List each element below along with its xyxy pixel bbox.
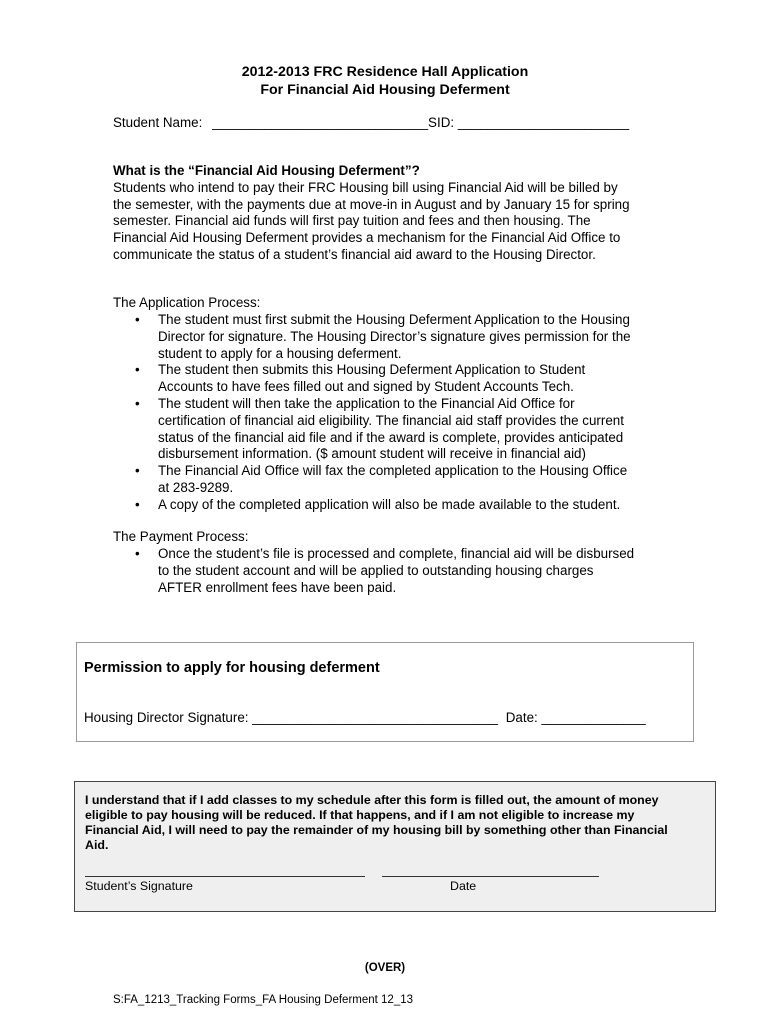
title-line-1: 2012-2013 FRC Residence Hall Application (241, 64, 529, 80)
bullet-icon: • (135, 362, 140, 378)
agreement-statement: I understand that if I add classes to my schedule after this form is filled out, the amount of money eligible to pay housing will be reduced. If that happens, and if I am not eligible to increase my Financial Aid, I will need to pay the remainder of my housing bill by something other than Financial Aid. (85, 793, 668, 852)
definition-line: communicate the status of a student’s financial aid award to the Housing Director. (113, 246, 596, 262)
student-date-label: Date (450, 879, 477, 893)
definition-line: the semester, with the payments due at move-in in August and by January 15 for spring (113, 196, 630, 212)
sid-label: SID: (428, 115, 455, 130)
over-note: (OVER) (364, 962, 406, 974)
director-signature-row (84, 710, 646, 725)
permission-title: Permission to apply for housing deferment (84, 660, 380, 676)
permission-box (76, 642, 694, 742)
student-agreement-box (74, 781, 716, 912)
bullet-icon: • (135, 546, 140, 561)
bullet-icon: • (135, 463, 140, 479)
director-signature-field[interactable]: _________________________________ (252, 710, 498, 725)
application-process-heading: The Application Process: (113, 295, 261, 310)
file-path-footer: S:FA_1213_Tracking Forms_FA Housing Deferment 12_13 (113, 994, 414, 1006)
application-process-list (113, 312, 673, 514)
definition-line: semester. Financial aid funds will first pay tuition and fees and then housing. The (113, 213, 591, 229)
student-signature-label: Student’s Signature (85, 879, 193, 893)
list-item: • The student will then take the application to the Financial Aid Office for certification of financial aid eligibility. The financial aid staff provides the current status of the financial aid file and if the award is complete, provides anticipated disbursement information. ($ amount student will receive in financial aid) (135, 395, 624, 462)
director-date-label: Date: (505, 710, 538, 725)
list-item: • The Financial Aid Office will fax the completed application to the Housing Office at 283-9289. (135, 463, 628, 495)
student-signature-field[interactable] (85, 876, 365, 877)
form-title (0, 64, 770, 99)
payment-process-heading: The Payment Process: (113, 529, 249, 544)
definition-line: Financial Aid Housing Deferment provides a mechanism for the Financial Aid Office to (113, 230, 621, 246)
definition-section (113, 163, 663, 264)
student-date-field[interactable] (382, 876, 599, 877)
student-name-field[interactable]: _____________________________ (212, 115, 429, 130)
payment-process-list (113, 546, 673, 596)
student-info-row (113, 115, 629, 130)
definition-heading: What is the “Financial Aid Housing Deferment”? (113, 163, 420, 178)
list-item: • The student then submits this Housing Deferment Application to Student Accounts to have fees filled out and signed by Student Accounts Tech. (135, 362, 586, 395)
director-date-field[interactable]: ______________ (541, 710, 646, 725)
bullet-icon: • (135, 312, 140, 327)
list-item: • Once the student’s file is processed and complete, financial aid will be disbursed to the student account and will be applied to outstanding housing charges AFTER enrollment fees have been paid. (135, 546, 635, 595)
student-name-label: Student Name: (113, 115, 203, 130)
bullet-icon: • (135, 496, 140, 512)
list-item: • A copy of the completed application will also be made available to the student. (135, 496, 621, 512)
sid-field[interactable]: _______________________ (457, 115, 630, 130)
list-item: • The student must first submit the Housing Deferment Application to the Housing Director for signature. The Housing Director’s signature gives permission for the student to apply for a housing deferment. (135, 312, 631, 361)
definition-line: Students who intend to pay their FRC Housing bill using Financial Aid will be billed by (113, 179, 618, 195)
bullet-icon: • (135, 395, 140, 411)
director-signature-label: Housing Director Signature: (84, 710, 249, 725)
title-line-2: For Financial Aid Housing Deferment (260, 81, 510, 98)
